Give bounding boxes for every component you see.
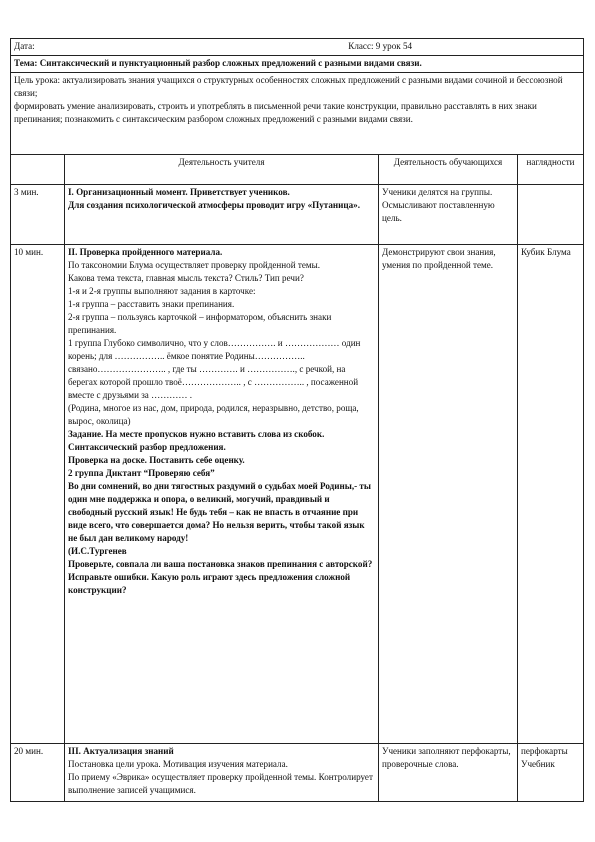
teacher-line: Какова тема текста, главная мысль текста? Стиль? Тип речи?: [68, 273, 304, 283]
header-row: [11, 39, 584, 56]
goal-line: формировать умение анализировать, строить и употреблять в письменной речи такие конструкции, правильно расставлять в них знаки препинания; познакомить с синтаксическим разбором сложных предложений с разными видами связи.: [14, 101, 537, 124]
teacher-line: 2 группа Диктант “Проверяю себя”: [68, 468, 215, 478]
teacher-line: Постановка цели урока. Мотивация изучения материала.: [68, 759, 288, 769]
stage-teacher-cell: [65, 185, 379, 245]
teacher-line: Проверьте, совпала ли ваша постановка знаков препинания с авторской? Исправьте ошибки. Какую роль играют здесь предложения сложной конструкции?: [68, 559, 373, 595]
stage-students-cell: Ученики заполняют перфокарты, проверочные слова.: [379, 744, 518, 802]
teacher-line: II. Проверка пройденного материала.: [68, 247, 223, 257]
teacher-line: III. Актуализация знаний: [68, 746, 174, 756]
goal-line: Цель урока: актуализировать знания учащихся о структурных особенностях сложных предложений с разными видами сочиной и бессоюзной связи;: [14, 75, 563, 98]
column-header-row: [11, 155, 584, 185]
column-header-students: Деятельность обучающихся: [379, 155, 518, 185]
stage-students-cell: Ученики делятся на группы. Осмысливают поставленную цель.: [379, 185, 518, 245]
topic-row: [11, 56, 584, 73]
stage-teacher-cell: [65, 744, 379, 802]
teacher-line: Задание. На месте пропусков нужно вставить слова из скобок. Синтаксический разбор предложения.: [68, 429, 325, 452]
lesson-topic: Тема: Синтаксический и пунктуационный разбор сложных предложений с разными видами связи.: [14, 58, 422, 68]
lesson-plan-document: [10, 38, 583, 802]
teacher-line: 1-я и 2-я группы выполняют задания в карточке:: [68, 286, 256, 296]
teacher-line: 2-я группа – пользуясь карточкой – информатором, объяснить знаки препинания.: [68, 312, 332, 335]
goal-row: [11, 73, 584, 155]
stage-time: 10 мин.: [11, 245, 65, 744]
teacher-line: 1 группа Глубоко символично, что у слов……………. и ……………… один корень; для …………….. ёмкое понятие Родины…………….. связано………………….. , где ты …………. и ……………., с речкой, на берегах которой прошло твоё……………….. , с …………….. , посаженной вместе с друзьями за ………… .: [68, 338, 361, 400]
column-header-visual: наглядности: [518, 155, 584, 185]
stage-time: 20 мин.: [11, 744, 65, 802]
stage-row: [11, 185, 584, 245]
stage-visual-cell: перфокарты Учебник: [518, 744, 584, 802]
stage-row: [11, 744, 584, 802]
teacher-line: Проверка на доске. Поставить себе оценку.: [68, 455, 245, 465]
teacher-line: (И.С.Тургенев: [68, 546, 127, 556]
column-header-teacher: Деятельность учителя: [65, 155, 379, 185]
grade-lesson-label: Класс: 9 урок 54: [348, 41, 413, 51]
date-label: Дата:: [14, 41, 35, 51]
teacher-line: По приему «Эврика» осуществляет проверку пройденной темы. Контролирует выполнение записей учащимися.: [68, 772, 373, 795]
stage-row: [11, 245, 584, 744]
teacher-line: По таксономии Блума осуществляет проверку пройденной темы.: [68, 260, 320, 270]
stage-students-cell: Демонстрируют свои знания, умения по пройденной теме.: [379, 245, 518, 744]
teacher-line: Во дни сомнений, во дни тягостных раздумий о судьбах моей Родины,- ты один мне поддержка и опора, о великий, могучий, правдивый и свободный русский язык! Не будь тебя – как не впасть в отчаяние при виде всего, что совершается дома? Но нельзя верить, чтобы такой язык не был дан великому народу!: [68, 481, 371, 543]
stage-time: 3 мин.: [11, 185, 65, 245]
stage-visual-cell: Кубик Блума: [518, 245, 584, 744]
teacher-line: (Родина, многое из нас, дом, природа, родился, неразрывно, детство, роща, вырос, околица): [68, 403, 359, 426]
stage-teacher-cell: [65, 245, 379, 744]
teacher-line: Для создания психологической атмосферы проводит игру «Путаница».: [68, 200, 361, 210]
stage-visual-cell: [518, 185, 584, 245]
teacher-line: 1-я группа – расставить знаки препинания.: [68, 299, 235, 309]
teacher-line: I. Организационный момент. Приветствует учеников.: [68, 187, 290, 197]
lesson-plan-table: [10, 38, 584, 802]
